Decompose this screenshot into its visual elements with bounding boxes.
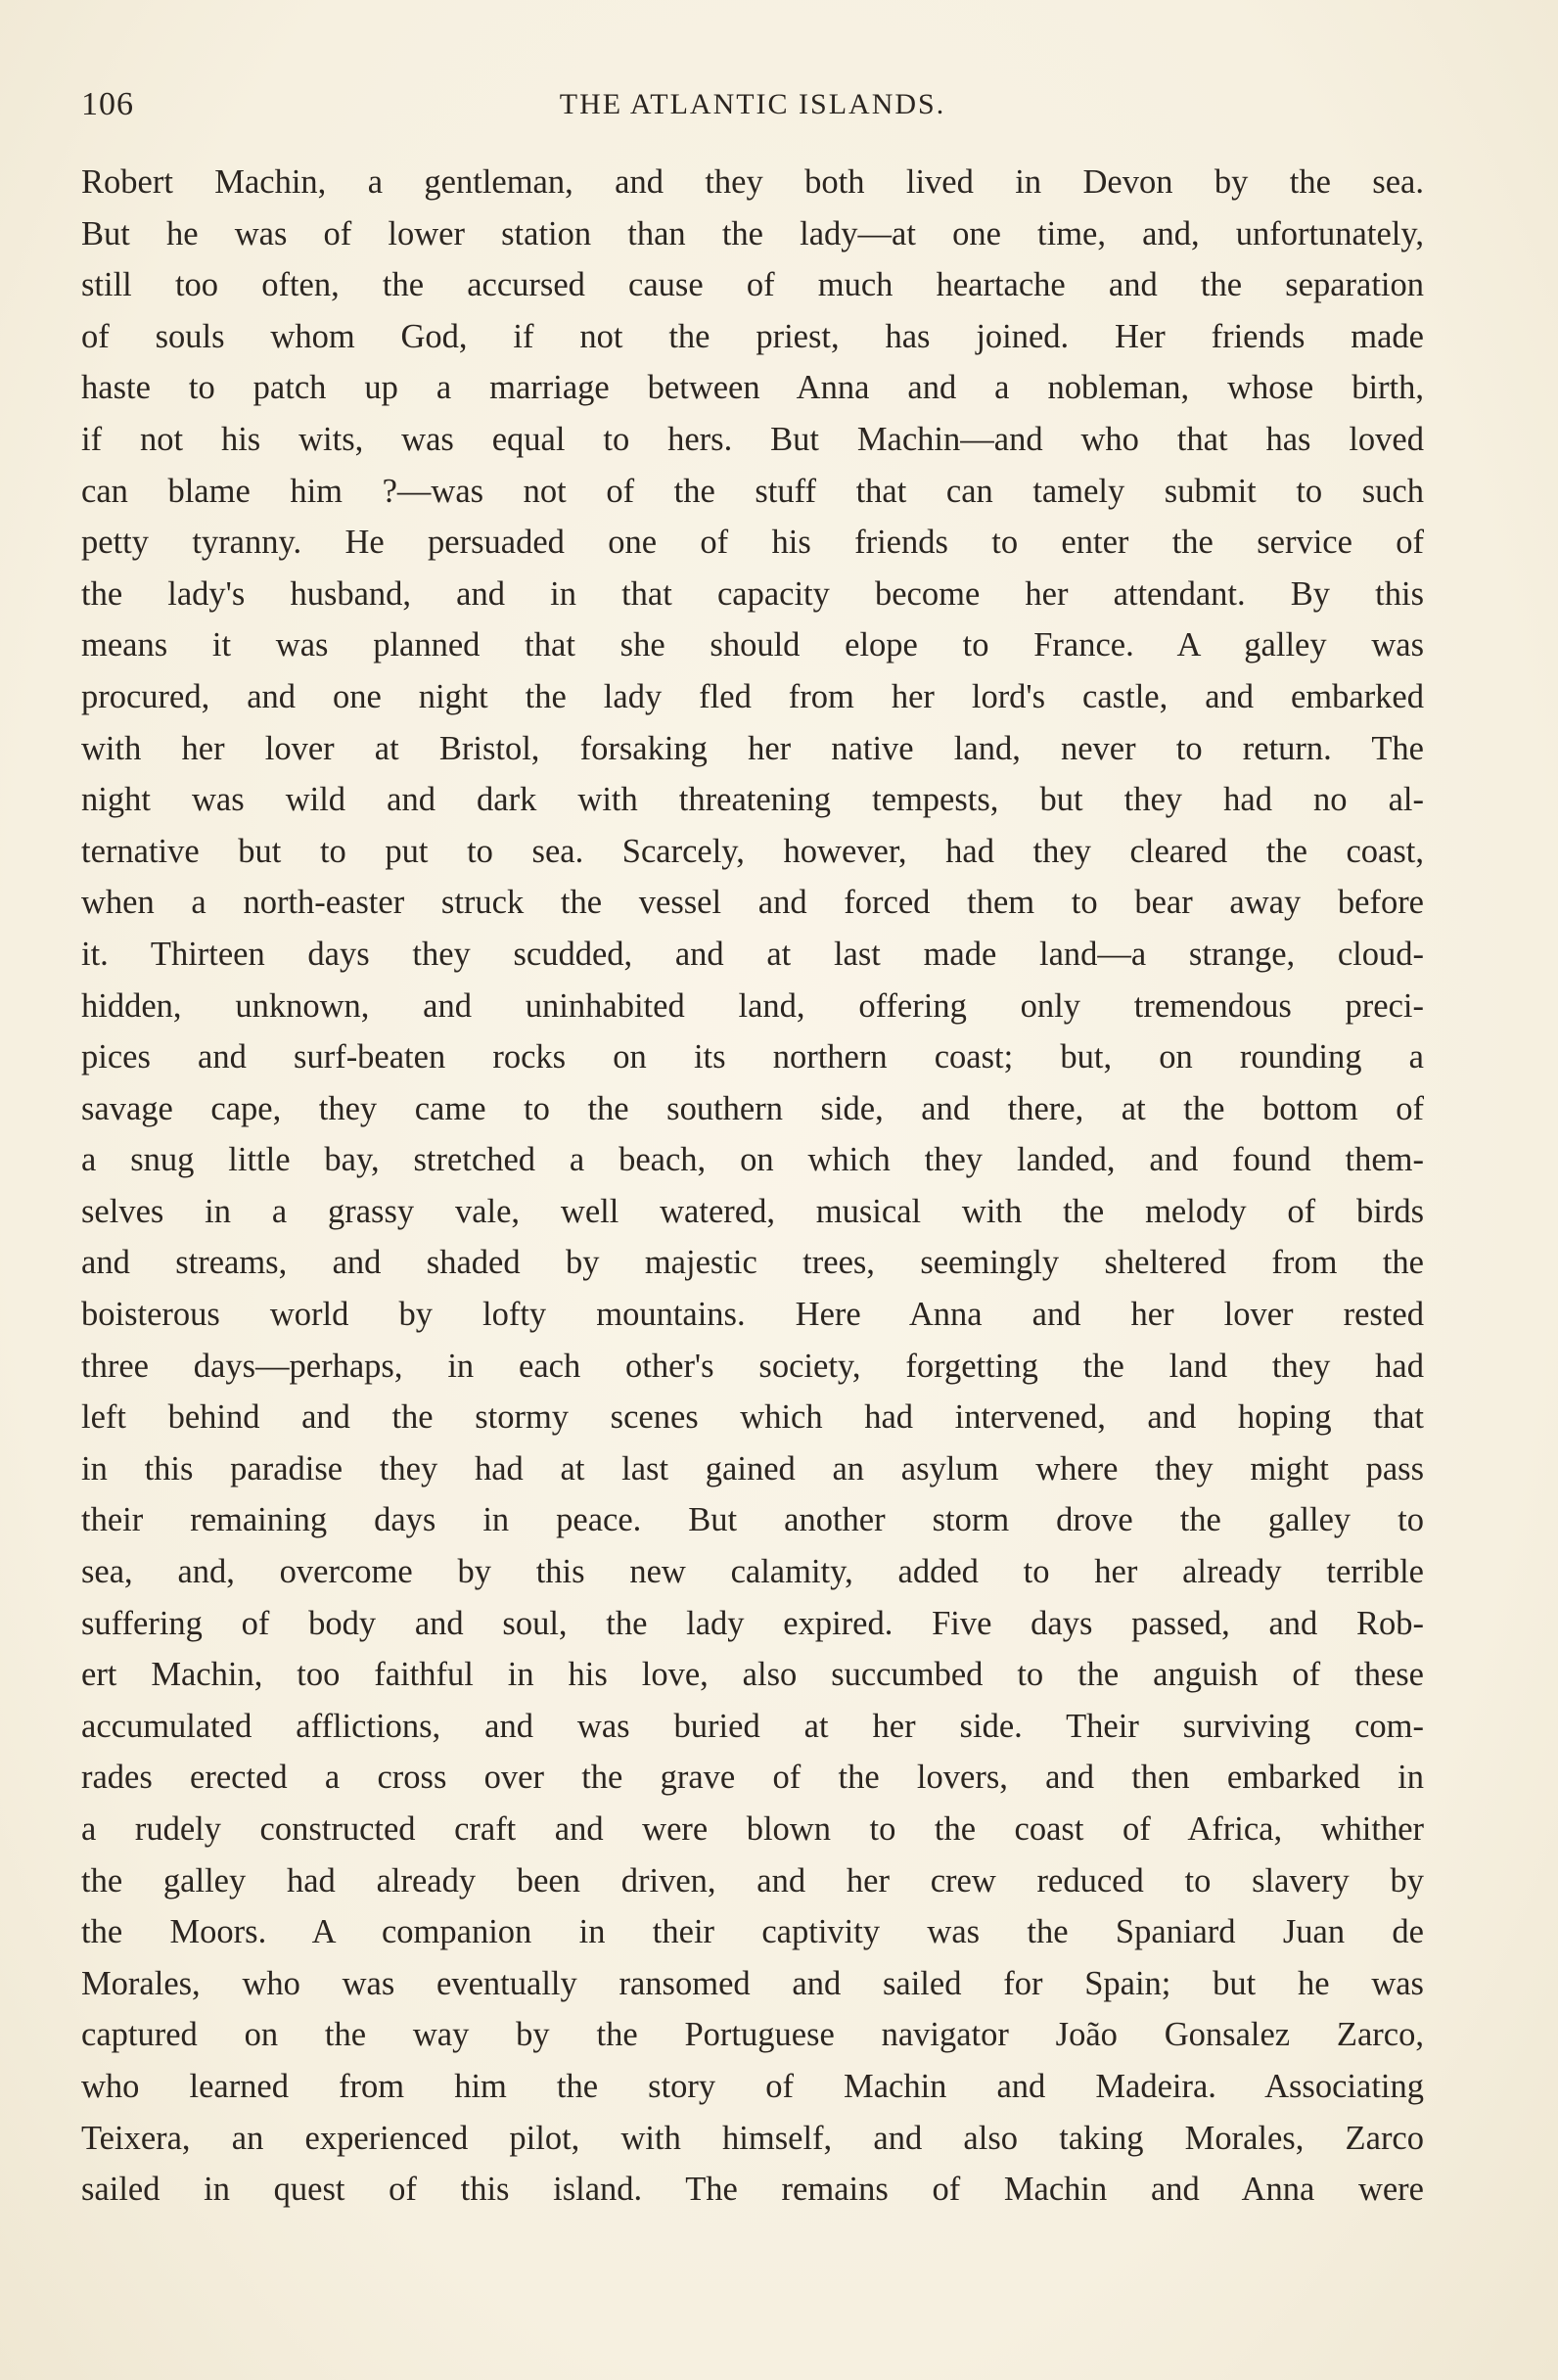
text-line: left behind and the stormy scenes which had intervened, and hoping that [81, 1398, 1424, 1437]
text-line: night was wild and dark with threatening tempests, but they had no al- [81, 781, 1424, 819]
text-line: ert Machin, too faithful in his love, also succumbed to the anguish of these [81, 1656, 1424, 1694]
text-line: rades erected a cross over the grave of the lovers, and then embarked in [81, 1759, 1424, 1797]
text-line: sea, and, overcome by this new calamity, added to her already terrible [81, 1553, 1424, 1591]
text-line: Morales, who was eventually ransomed and sailed for Spain; but he was [81, 1964, 1424, 2002]
text-line: petty tyranny. He persuaded one of his friends to enter the service of [81, 524, 1424, 562]
text-line: with her lover at Bristol, forsaking her native land, never to return. The [81, 729, 1424, 767]
text-line: a snug little bay, stretched a beach, on which they landed, and found them- [81, 1141, 1424, 1179]
text-line: and streams, and shaded by majestic trees, seemingly sheltered from the [81, 1244, 1424, 1282]
text-line: hidden, unknown, and uninhabited land, offering only tremendous preci- [81, 986, 1424, 1025]
text-line: their remaining days in peace. But another storm drove the galley to [81, 1501, 1424, 1539]
running-title: THE ATLANTIC ISLANDS. [559, 88, 946, 120]
text-line: boisterous world by lofty mountains. Here Anna and her lover rested [81, 1296, 1424, 1334]
text-line: who learned from him the story of Machin and Madeira. Associating [81, 2067, 1424, 2105]
text-line: still too often, the accursed cause of much heartache and the separation [81, 266, 1424, 304]
text-line: accumulated afflictions, and was buried at her side. Their surviving com- [81, 1707, 1424, 1745]
text-line: of souls whom God, if not the priest, has joined. Her friends made [81, 317, 1424, 355]
text-line: Teixera, an experienced pilot, with himself, and also taking Morales, Zarco [81, 2119, 1424, 2157]
text-line: three days—perhaps, in each other's society, forgetting the land they had [81, 1347, 1424, 1385]
text-line: in this paradise they had at last gained an asylum where they might pass [81, 1449, 1424, 1488]
text-line: a rudely constructed craft and were blown to the coast of Africa, whither [81, 1810, 1424, 1848]
text-line: captured on the way by the Portuguese navigator João Gonsalez Zarco, [81, 2016, 1424, 2054]
text-line: if not his wits, was equal to hers. But Machin—and who that has loved [81, 420, 1424, 458]
body-text [81, 157, 1424, 2216]
text-line: the Moors. A companion in their captivity was the Spaniard Juan de [81, 1913, 1424, 1951]
running-head [81, 80, 1424, 129]
text-line: it. Thirteen days they scudded, and at last made land—a strange, cloud- [81, 935, 1424, 973]
text-line: But he was of lower station than the lady—at one time, and, unfortunately, [81, 214, 1424, 252]
text-line: the lady's husband, and in that capacity become her attendant. By this [81, 574, 1424, 613]
text-line: selves in a grassy vale, well watered, musical with the melody of birds [81, 1192, 1424, 1230]
text-line: suffering of body and soul, the lady expired. Five days passed, and Rob- [81, 1604, 1424, 1642]
text-line: sailed in quest of this island. The remains of Machin and Anna were [81, 2171, 1424, 2209]
text-line: Robert Machin, a gentleman, and they both lived in Devon by the sea. [81, 163, 1424, 201]
text-line: the galley had already been driven, and her crew reduced to slavery by [81, 1861, 1424, 1899]
text-line: procured, and one night the lady fled from her lord's castle, and embarked [81, 677, 1424, 715]
text-line: ternative but to put to sea. Scarcely, however, had they cleared the coast, [81, 832, 1424, 870]
text-line: means it was planned that she should elope to France. A galley was [81, 626, 1424, 664]
text-line: haste to patch up a marriage between Anna and a nobleman, whose birth, [81, 369, 1424, 407]
text-line: pices and surf-beaten rocks on its northern coast; but, on rounding a [81, 1038, 1424, 1076]
text-line: can blame him ?—was not of the stuff that can tamely submit to such [81, 472, 1424, 510]
text-line: savage cape, they came to the southern side, and there, at the bottom of [81, 1089, 1424, 1127]
page-number: 106 [81, 86, 134, 122]
text-line: when a north-easter struck the vessel and forced them to bear away before [81, 884, 1424, 922]
